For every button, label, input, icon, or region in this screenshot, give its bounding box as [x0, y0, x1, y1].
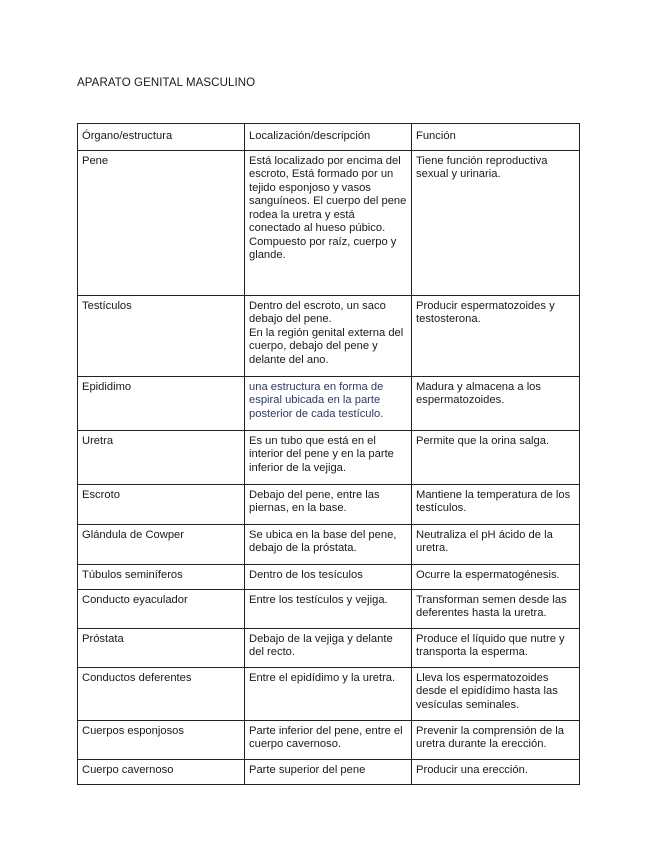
table-row — [78, 484, 580, 524]
cell-funcion: Lleva los espermatozoides desde el epidídimo hasta las vesículas seminales. — [412, 667, 580, 720]
cell-localizacion: una estructura en forma de espiral ubicada en la parte posterior de cada testículo. — [245, 376, 412, 430]
cell-organo: Cuerpo cavernoso — [78, 759, 245, 784]
table-row — [78, 430, 580, 484]
table-row — [78, 150, 580, 295]
table-header-row — [78, 124, 580, 151]
table-row — [78, 589, 580, 628]
cell-funcion: Mantiene la temperatura de los testículos. — [412, 484, 580, 524]
cell-localizacion: Dentro de los tesículos — [245, 564, 412, 589]
cell-funcion: Tiene función reproductiva sexual y urinaria. — [412, 150, 580, 295]
cell-organo: Uretra — [78, 430, 245, 484]
cell-organo: Testículos — [78, 295, 245, 376]
cell-organo: Conducto eyaculador — [78, 589, 245, 628]
cell-funcion: Transforman semen desde las deferentes hasta la uretra. — [412, 589, 580, 628]
cell-organo: Cuerpos esponjosos — [78, 720, 245, 759]
cell-organo: Glándula de Cowper — [78, 524, 245, 564]
cell-organo: Epididimo — [78, 376, 245, 430]
cell-funcion: Madura y almacena a los espermatozoides. — [412, 376, 580, 430]
table-row — [78, 759, 580, 784]
cell-funcion: Permite que la orina salga. — [412, 430, 580, 484]
cell-funcion: Ocurre la espermatogénesis. — [412, 564, 580, 589]
cell-localizacion: Es un tubo que está en el interior del pene y en la parte inferior de la vejiga. — [245, 430, 412, 484]
cell-localizacion: Dentro del escroto, un saco debajo del pene. En la región genital externa del cuerpo, debajo del pene y delante del ano. — [245, 295, 412, 376]
cell-localizacion: Debajo de la vejiga y delante del recto. — [245, 628, 412, 667]
cell-funcion: Neutraliza el pH ácido de la uretra. — [412, 524, 580, 564]
cell-localizacion: Se ubica en la base del pene, debajo de la próstata. — [245, 524, 412, 564]
cell-localizacion: Entre los testículos y vejiga. — [245, 589, 412, 628]
cell-funcion: Producir una erección. — [412, 759, 580, 784]
table-row — [78, 295, 580, 376]
cell-localizacion: Parte inferior del pene, entre el cuerpo cavernoso. — [245, 720, 412, 759]
cell-organo: Próstata — [78, 628, 245, 667]
cell-localizacion: Debajo del pene, entre las piernas, en la base. — [245, 484, 412, 524]
table-row — [78, 376, 580, 430]
cell-organo: Conductos deferentes — [78, 667, 245, 720]
cell-organo: Escroto — [78, 484, 245, 524]
header-funcion: Función — [412, 124, 580, 151]
header-organo: Órgano/estructura — [78, 124, 245, 151]
table-row — [78, 564, 580, 589]
cell-funcion: Produce el líquido que nutre y transporta la esperma. — [412, 628, 580, 667]
header-localizacion: Localización/descripción — [245, 124, 412, 151]
table-row — [78, 667, 580, 720]
cell-funcion: Producir espermatozoides y testosterona. — [412, 295, 580, 376]
cell-localizacion: Está localizado por encima del escroto, Está formado por un tejido esponjoso y vasos sanguíneos. El cuerpo del pene rodea la uretra y está conectado al hueso púbico. Compuesto por raíz, cuerpo y glande. — [245, 150, 412, 295]
document-title: APARATO GENITAL MASCULINO — [77, 77, 256, 89]
table-row — [78, 720, 580, 759]
cell-localizacion: Parte superior del pene — [245, 759, 412, 784]
cell-localizacion: Entre el epidídimo y la uretra. — [245, 667, 412, 720]
cell-organo: Túbulos seminíferos — [78, 564, 245, 589]
table-row — [78, 628, 580, 667]
table-row — [78, 524, 580, 564]
cell-organo: Pene — [78, 150, 245, 295]
organs-table — [77, 123, 580, 785]
cell-funcion: Prevenir la comprensión de la uretra durante la erección. — [412, 720, 580, 759]
